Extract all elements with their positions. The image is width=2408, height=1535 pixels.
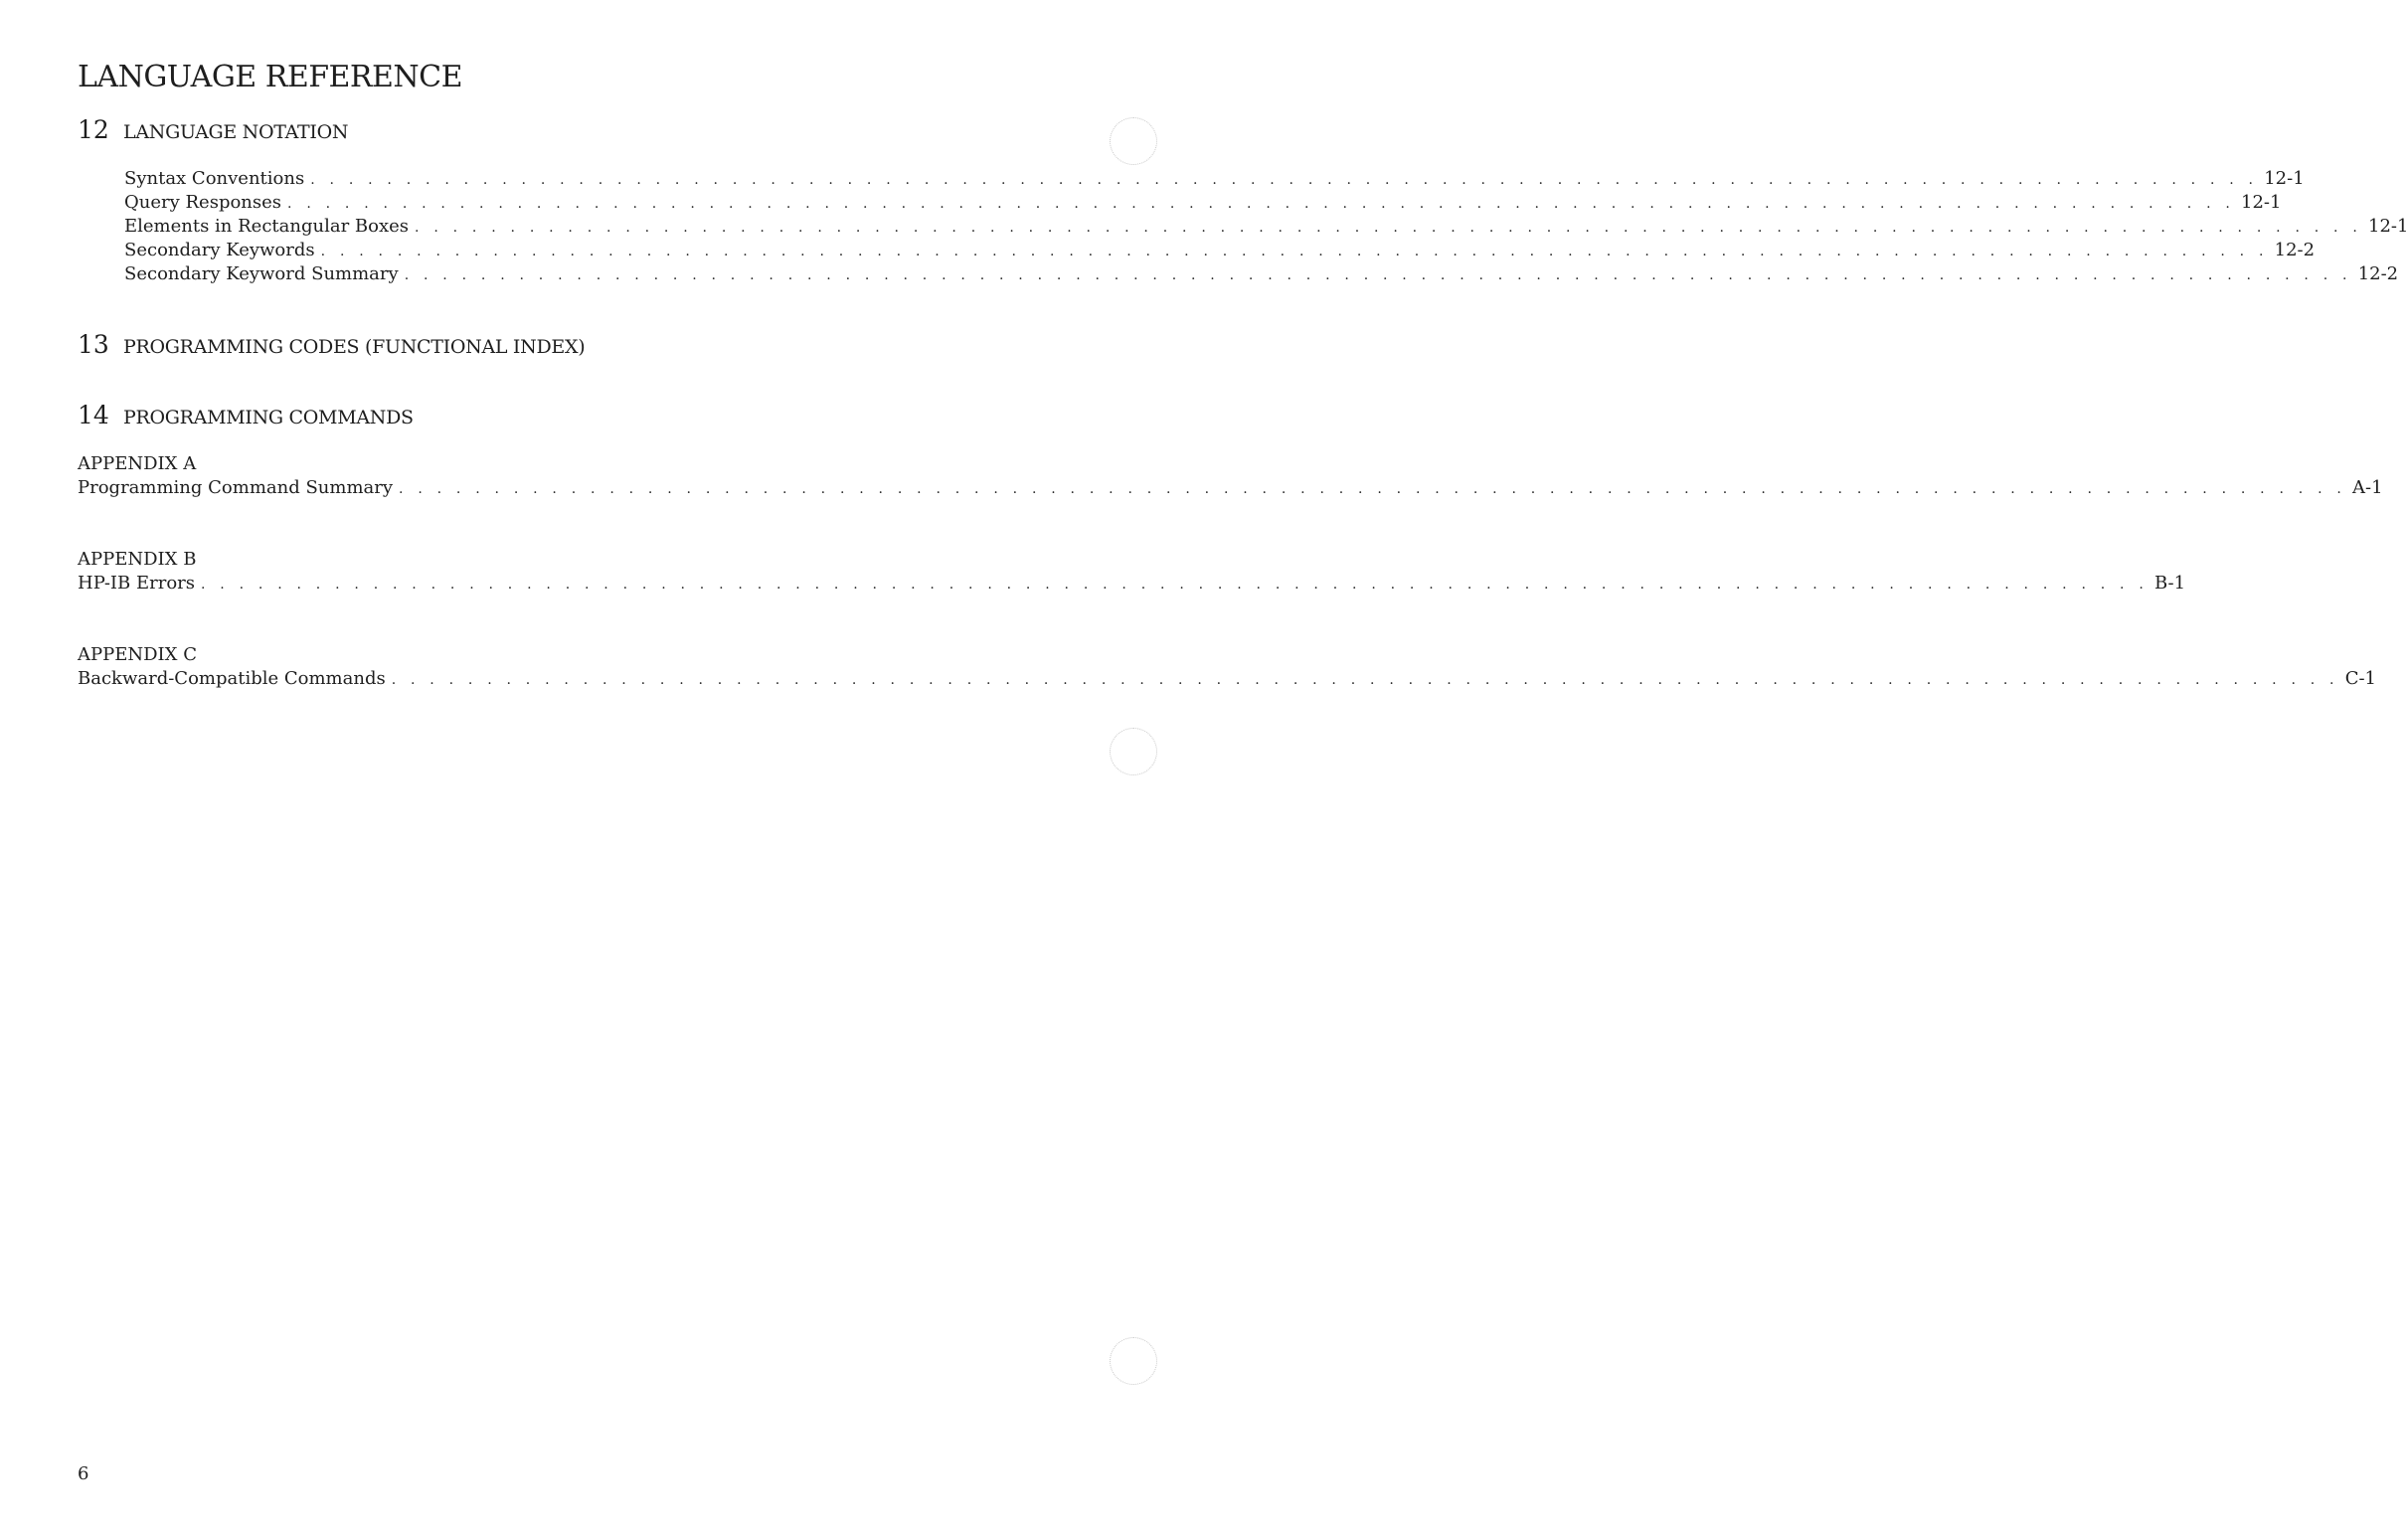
- toc-entry-label: Syntax Conventions: [124, 168, 305, 189]
- toc-entry[interactable]: [124, 168, 2305, 192]
- dot-leader: . . . . . . . . . . . . . . . . . . . . . . . . . . . . . . . . . . . . . . . . . . . . . . . . . . . . . . . . . . . . . . . . . . . . . . . . . . . . . . . . . . . . . . . . . . . . . . . . . . . . . .: [287, 196, 2236, 212]
- toc-entry-label: HP-IB Errors: [78, 573, 195, 594]
- dot-leader: . . . . . . . . . . . . . . . . . . . . . . . . . . . . . . . . . . . . . . . . . . . . . . . . . . . . . . . . . . . . . . . . . . . . . . . . . . . . . . . . . . . . . . . . . . . . . . . . . . . . . .: [404, 267, 2352, 283]
- dot-leader: . . . . . . . . . . . . . . . . . . . . . . . . . . . . . . . . . . . . . . . . . . . . . . . . . . . . . . . . . . . . . . . . . . . . . . . . . . . . . . . . . . . . . . . . . . . . . . . . . . . . . .: [399, 481, 2347, 497]
- binder-hole: [1110, 728, 1157, 775]
- dot-leader: . . . . . . . . . . . . . . . . . . . . . . . . . . . . . . . . . . . . . . . . . . . . . . . . . . . . . . . . . . . . . . . . . . . . . . . . . . . . . . . . . . . . . . . . . . . . . . . . . . . . . .: [415, 220, 2363, 236]
- toc-entry-page: 12-2: [2357, 263, 2399, 284]
- dot-leader: . . . . . . . . . . . . . . . . . . . . . . . . . . . . . . . . . . . . . . . . . . . . . . . . . . . . . . . . . . . . . . . . . . . . . . . . . . . . . . . . . . . . . . . . . . . . . . . . . . . . . .: [320, 244, 2269, 259]
- toc-entry[interactable]: [78, 477, 2383, 501]
- chapter-13-heading[interactable]: [78, 330, 585, 359]
- chapter-title: LANGUAGE NOTATION: [123, 121, 349, 143]
- toc-entry-label: Backward-Compatible Commands: [78, 668, 386, 689]
- toc-entry-page: B-1: [2154, 573, 2186, 594]
- toc-entry[interactable]: [124, 192, 2282, 216]
- toc-entry[interactable]: [124, 216, 2408, 240]
- toc-entry-page: 12-1: [2264, 168, 2305, 189]
- toc-entry-page: C-1: [2344, 668, 2377, 689]
- toc-entry[interactable]: [78, 668, 2377, 692]
- appendix-c: [78, 644, 2377, 692]
- appendix-heading: APPENDIX C: [78, 644, 197, 665]
- chapter-number: 13: [78, 330, 109, 359]
- toc-entry-label: Secondary Keywords: [124, 240, 315, 260]
- page-number: 6: [78, 1463, 89, 1484]
- page-title: LANGUAGE REFERENCE: [78, 60, 463, 94]
- appendix-heading: APPENDIX B: [78, 549, 197, 570]
- toc-entry-label: Secondary Keyword Summary: [124, 263, 399, 284]
- chapter-number: 12: [78, 115, 109, 144]
- toc-entry-label: Query Responses: [124, 192, 282, 213]
- dot-leader: . . . . . . . . . . . . . . . . . . . . . . . . . . . . . . . . . . . . . . . . . . . . . . . . . . . . . . . . . . . . . . . . . . . . . . . . . . . . . . . . . . . . . . . . . . . . . . . . . . . . . .: [310, 172, 2259, 188]
- toc-entry[interactable]: [124, 263, 2399, 287]
- appendix-a: [78, 453, 2383, 501]
- chapter-title: PROGRAMMING CODES (FUNCTIONAL INDEX): [123, 336, 586, 358]
- toc-entry-page: 12-2: [2274, 240, 2316, 260]
- toc-entry[interactable]: [78, 573, 2186, 597]
- appendix-heading: APPENDIX A: [78, 453, 197, 474]
- toc-entry-page: 12-1: [2368, 216, 2408, 237]
- toc-entry[interactable]: [124, 240, 2316, 263]
- binder-hole: [1110, 117, 1157, 165]
- toc-entry-page: 12-1: [2241, 192, 2282, 213]
- appendix-b: [78, 549, 2186, 597]
- toc-entry-label: Programming Command Summary: [78, 477, 394, 498]
- binder-hole: [1110, 1337, 1157, 1385]
- dot-leader: . . . . . . . . . . . . . . . . . . . . . . . . . . . . . . . . . . . . . . . . . . . . . . . . . . . . . . . . . . . . . . . . . . . . . . . . . . . . . . . . . . . . . . . . . . . . . . . . . . . . . .: [201, 577, 2149, 593]
- dot-leader: . . . . . . . . . . . . . . . . . . . . . . . . . . . . . . . . . . . . . . . . . . . . . . . . . . . . . . . . . . . . . . . . . . . . . . . . . . . . . . . . . . . . . . . . . . . . . . . . . . . . . .: [391, 672, 2339, 688]
- toc-entry-label: Elements in Rectangular Boxes: [124, 216, 410, 237]
- chapter-12-entries: [124, 168, 2408, 287]
- chapter-title: PROGRAMMING COMMANDS: [123, 407, 414, 428]
- chapter-14-heading[interactable]: [78, 401, 414, 429]
- toc-entry-page: A-1: [2352, 477, 2383, 498]
- chapter-12-heading: [78, 115, 348, 144]
- chapter-number: 14: [78, 401, 109, 429]
